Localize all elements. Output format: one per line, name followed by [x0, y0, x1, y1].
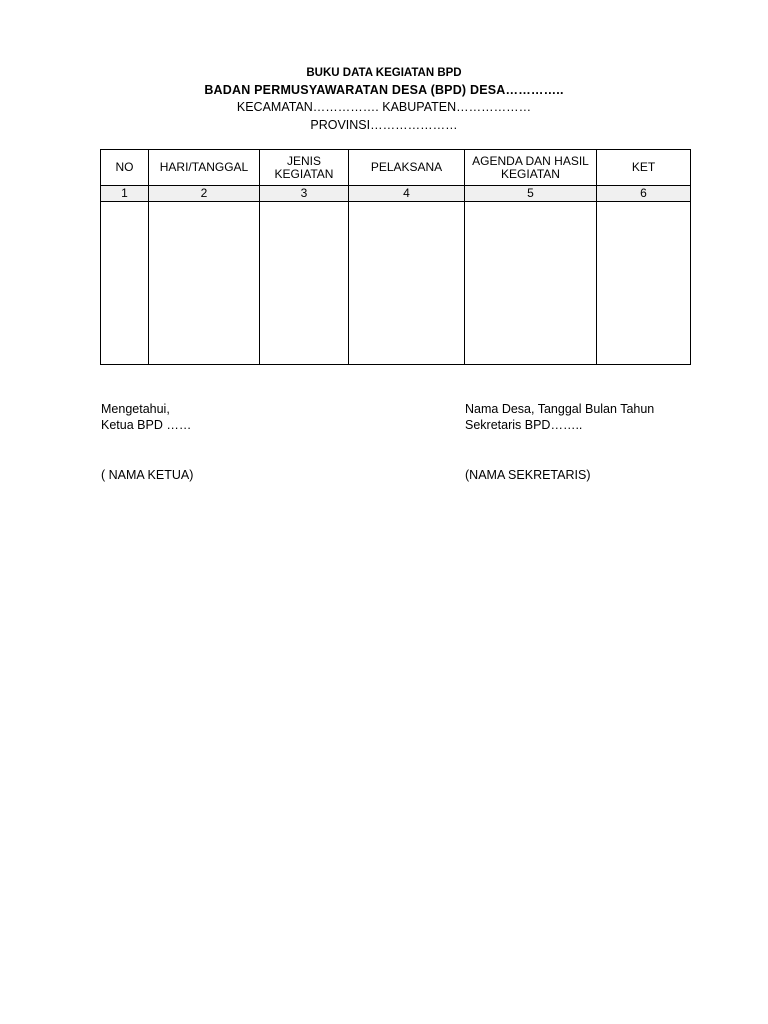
title-line-3: KECAMATAN……………. KABUPATEN……………… [236, 100, 532, 114]
table-cell-pelaksana [349, 202, 465, 365]
table-header-row [101, 150, 691, 186]
table-row [101, 202, 691, 365]
column-number-2: 2 [149, 186, 260, 202]
table-cell-jenis-kegiatan [260, 202, 349, 365]
title-line-1: BUKU DATA KEGIATAN BPD [306, 67, 462, 79]
column-number-4: 4 [349, 186, 465, 202]
secretary-label: Sekretaris BPD…….. [465, 418, 583, 432]
activity-table [100, 149, 691, 365]
secretary-name: (NAMA SEKRETARIS) [465, 468, 591, 482]
column-number-1: 1 [101, 186, 149, 202]
column-number-3: 3 [260, 186, 349, 202]
column-number-5: 5 [465, 186, 597, 202]
signature-left-header [101, 401, 191, 433]
header-no: NO [101, 150, 149, 186]
header-jenis-kegiatan: JENIS KEGIATAN [260, 150, 349, 186]
header-pelaksana: PELAKSANA [349, 150, 465, 186]
document-subtitle [0, 83, 768, 97]
document-title [0, 67, 768, 79]
table-cell-no [101, 202, 149, 365]
column-number-6: 6 [597, 186, 691, 202]
chairman-label: Ketua BPD …… [101, 418, 192, 432]
place-date-label: Nama Desa, Tanggal Bulan Tahun [465, 402, 655, 416]
header-hari-tanggal: HARI/TANGGAL [149, 150, 260, 186]
table-cell-agenda [465, 202, 597, 365]
signature-right-header [465, 401, 654, 433]
header-ket: KET [597, 150, 691, 186]
table-cell-hari-tanggal [149, 202, 260, 365]
table-cell-ket [597, 202, 691, 365]
chairman-name: ( NAMA KETUA) [101, 468, 194, 482]
province-line [0, 118, 768, 132]
table-number-row [101, 186, 691, 202]
title-line-4: PROVINSI………………… [310, 118, 458, 132]
header-agenda: AGENDA DAN HASIL KEGIATAN [465, 150, 597, 186]
acknowledged-label: Mengetahui, [101, 402, 170, 416]
title-line-2: BADAN PERMUSYAWARATAN DESA (BPD) DESA………….. [204, 83, 564, 97]
location-line [0, 100, 768, 114]
